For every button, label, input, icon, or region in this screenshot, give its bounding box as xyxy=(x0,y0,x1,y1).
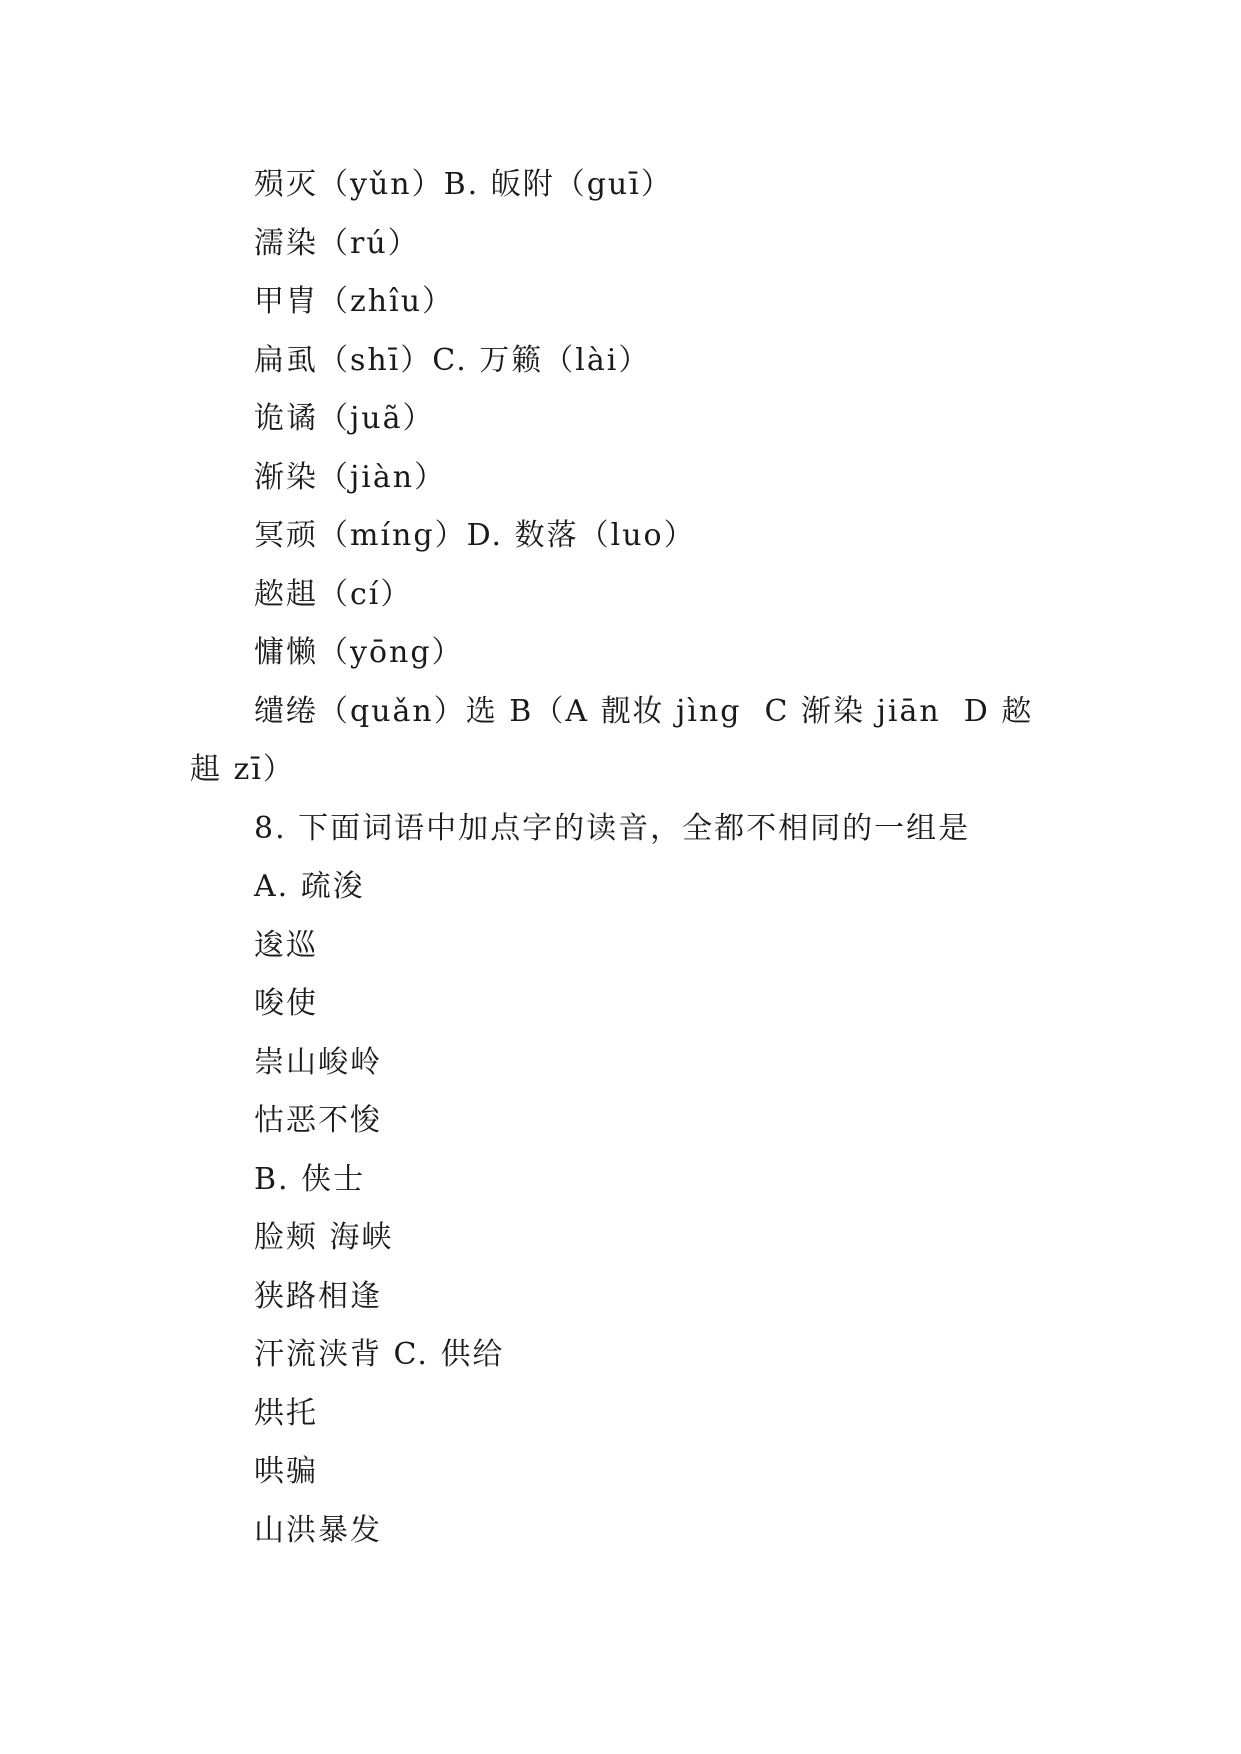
text-line: 冥顽（míng）D. 数落（luo） xyxy=(254,518,696,553)
text-line: 诡谲（juã） xyxy=(254,401,435,436)
text-line: 濡染（rú） xyxy=(254,225,420,261)
text-line: 趑趄（cí） xyxy=(254,576,413,612)
text-line: 崇山峻岭 xyxy=(254,1044,382,1080)
text-line: 汗流浃背 C. 供给 xyxy=(254,1337,505,1372)
option-a: A. 疏浚 xyxy=(254,869,365,904)
text-line: 烘托 xyxy=(254,1395,318,1431)
text-line: 趄 zī） xyxy=(190,752,295,787)
text-line: 山洪暴发 xyxy=(254,1512,382,1548)
text-line: 甲胄（zhîu） xyxy=(254,284,455,319)
text-line: 渐染（jiàn） xyxy=(254,459,447,495)
text-line: 扁虱（shī）C. 万籁（lài） xyxy=(254,342,651,378)
text-line: 脸颊 海峡 xyxy=(254,1220,394,1255)
text-line: 殒灭（yǔn）B. 皈附（guī） xyxy=(254,167,673,202)
text-line: 逡巡 xyxy=(254,927,318,963)
text-line: 慵懒（yōng） xyxy=(254,635,464,670)
document-body xyxy=(190,156,1070,1560)
question-heading: 8. 下面词语中加点字的读音，全都不相同的一组是 xyxy=(254,810,971,846)
text-line: 狭路相逢 xyxy=(254,1278,382,1314)
option-b: B. 侠士 xyxy=(254,1161,366,1197)
text-line: 怙恶不悛 xyxy=(254,1103,382,1138)
text-line: 哄骗 xyxy=(254,1454,318,1489)
text-line: 唆使 xyxy=(254,986,318,1021)
text-line: 缱绻（quǎn）选 B（A 靓妆 jìng C 渐染 jiān D 趑 xyxy=(254,693,1034,729)
